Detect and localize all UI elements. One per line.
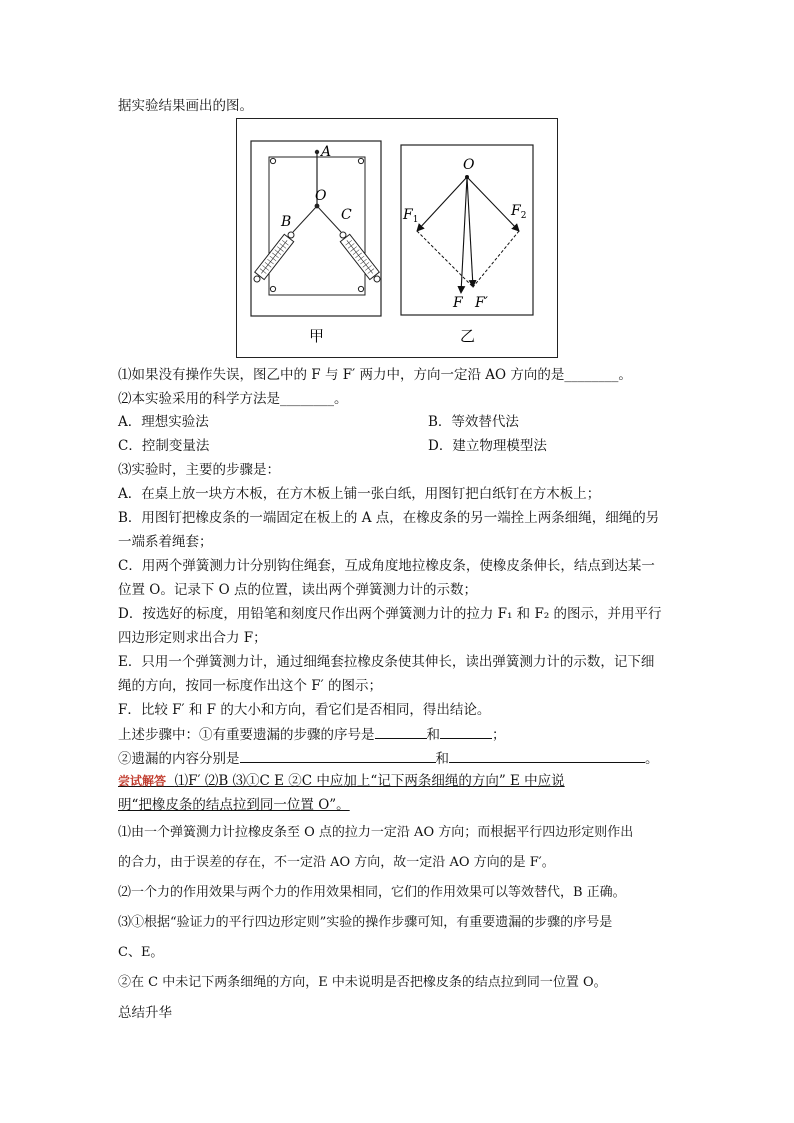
loop-c-icon <box>340 232 346 238</box>
dashed-side-1 <box>417 231 473 287</box>
experiment-figure <box>236 118 558 358</box>
caption-jia: 甲 <box>309 327 325 345</box>
option-a: A．理想实验法 <box>118 414 209 430</box>
step-line: F．比较 F′ 和 F 的大小和方向，看它们是否相同，得出结论。 <box>118 702 491 718</box>
label-o: O <box>315 188 327 204</box>
label-f2: $F_2$ <box>511 203 527 221</box>
ask-missing-content: ②遗漏的内容分别是 和 。 <box>118 748 659 769</box>
summary-heading: 总结升华 <box>118 1005 172 1021</box>
step-line: 位置 O。记录下 O 点的位置，读出两个弹簧测力计的示数； <box>118 582 478 598</box>
step-line: 绳的方向，按同一标度作出这个 F′ 的图示； <box>118 678 383 694</box>
step-line: D．按选好的标度，用铅笔和刻度尺作出两个弹簧测力计的拉力 F₁ 和 F₂ 的图示，并用平行 <box>118 606 662 622</box>
option-c: C．控制变量法 <box>118 438 210 454</box>
step-line: C．用两个弹簧测力计分别钩住绳套，互成角度地拉橡皮条，使橡皮条伸长，结点到达某一 <box>118 558 655 574</box>
label-f: F <box>453 295 463 311</box>
question-1: ⑴如果没有操作失误，图乙中的 F 与 F′ 两力中，方向一定沿 AO 方向的是________。 <box>118 367 632 383</box>
intro-text: 据实验结果画出的图。 <box>118 98 253 114</box>
answer-line-1: 尝试解答 ⑴F′ ⑵B ⑶①C E ②C 中应加上“记下两条细绳的方向” E 中应说 <box>118 773 565 789</box>
label-b: B <box>281 214 292 230</box>
loop-b-icon <box>288 232 294 238</box>
solution-line: C、E。 <box>118 945 164 960</box>
blank-content-2[interactable] <box>449 748 645 763</box>
label-o-right: O <box>463 157 475 173</box>
dashed-side-2 <box>473 231 519 287</box>
label-f-prime: F′ <box>475 295 488 311</box>
arrow-f <box>467 177 473 287</box>
solution-line: 的合力，由于误差的存在，不一定沿 AO 方向，故一定沿 AO 方向的是 F′。 <box>118 855 555 870</box>
option-d: D．建立物理模型法 <box>428 438 547 454</box>
ask-missing-steps: 上述步骤中：①有重要遗漏的步骤的序号是 和 ； <box>118 724 506 745</box>
answer-tag: 尝试解答 <box>118 774 167 788</box>
step-line: E．只用一个弹簧测力计，通过细绳套拉橡皮条使其伸长，读出弹簧测力计的示数，记下细 <box>118 654 655 670</box>
pin-icon <box>358 158 363 163</box>
solution-line: ②在 C 中未记下两条细绳的方向，E 中未说明是否把橡皮条的结点拉到同一位置 O。 <box>118 975 607 990</box>
blank-step-2[interactable] <box>440 724 492 739</box>
question-3: ⑶实验时，主要的步骤是： <box>118 462 280 478</box>
label-f1: $F_1$ <box>403 207 419 225</box>
string-b <box>293 206 317 232</box>
question-2: ⑵本实验采用的科学方法是________。 <box>118 391 348 407</box>
option-b: B．等效替代法 <box>428 414 519 430</box>
arrow-f-prime <box>461 177 467 293</box>
spring-scale-right <box>340 234 383 285</box>
solution-line: ⑶①根据“验证力的平行四边形定则”实验的操作步骤可知，有重要遗漏的步骤的序号是 <box>118 915 613 930</box>
blank-content-1[interactable] <box>240 748 436 763</box>
solution-line: ⑵一个力的作用效果与两个力的作用效果相同，它们的作用效果可以等效替代，B 正确。 <box>118 885 626 900</box>
answer-line-2: 明“把橡皮条的结点拉到同一位置 O”。 <box>118 797 350 813</box>
solution-line: ⑴由一个弹簧测力计拉橡皮条至 O 点的拉力一定沿 AO 方向；而根据平行四边形定则作出 <box>118 825 634 840</box>
pin-icon <box>270 286 275 291</box>
blank-step-1[interactable] <box>375 724 427 739</box>
step-line: 一端系着绳套； <box>118 534 213 550</box>
arrow-f1 <box>417 177 467 231</box>
step-line: B．用图钉把橡皮条的一端固定在板上的 A 点，在橡皮条的另一端拴上两条细绳，细绳的另 <box>118 510 660 526</box>
pin-icon <box>270 158 275 163</box>
figure-svg <box>237 119 557 357</box>
caption-yi: 乙 <box>460 327 476 345</box>
step-line: 四边形定则求出合力 F； <box>118 630 267 646</box>
label-c: C <box>341 207 352 223</box>
spring-scale-left <box>250 234 293 285</box>
step-line: A．在桌上放一块方木板，在方木板上铺一张白纸，用图钉把白纸钉在方木板上； <box>118 486 601 502</box>
label-a: A <box>321 144 332 160</box>
pin-icon <box>358 286 363 291</box>
string-c <box>317 206 341 232</box>
